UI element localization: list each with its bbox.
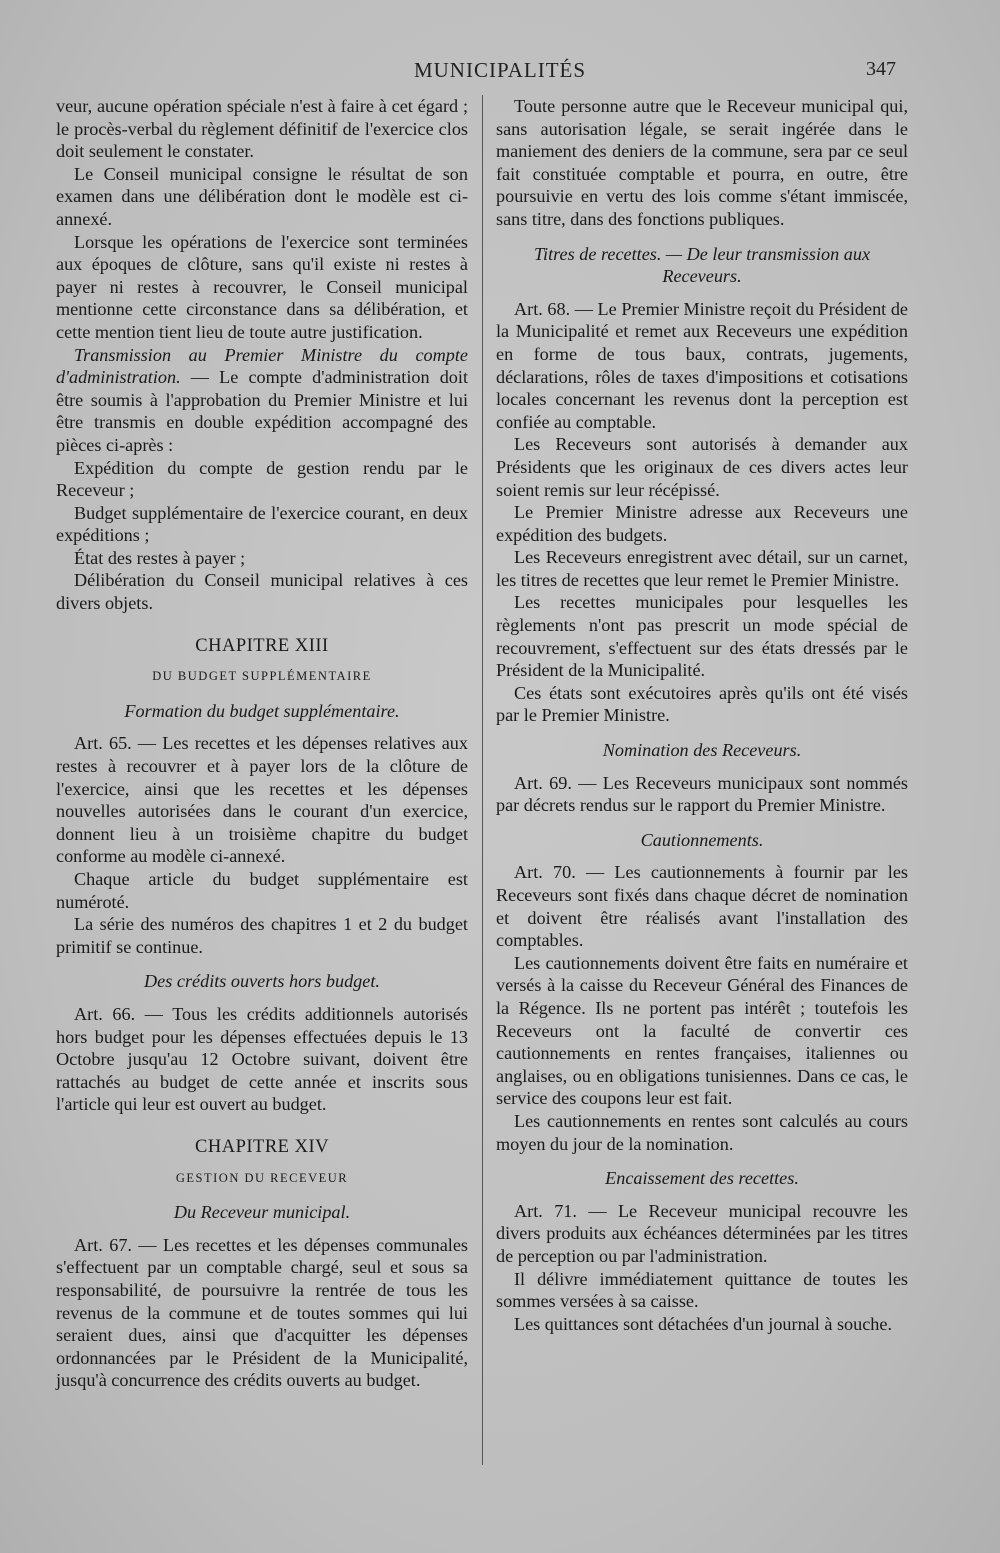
article: Art. 68. — Le Premier Ministre reçoit du Président de la Municipalité et remet aux Receveurs une expédition en forme de tous baux, contrats, jugements, déclarations, rôles de taxes d'impositions et cotisations locales concernant les revenus dont la perception est confiée au comptable. — [496, 298, 908, 432]
paragraph-text: — Le compte d'administration doit être soumis à l'approbation du Premier Ministre et lui être transmis en double expédition accompagné des pièces ci-après : — [56, 367, 468, 455]
left-column — [56, 95, 468, 1392]
paragraph: veur, aucune opération spéciale n'est à faire à cet égard ; le procès-verbal du règlement définitif de l'exercice clos doit seulement le constater. — [56, 96, 468, 162]
section-heading: Titres de recettes. — De leur transmission aux Receveurs. — [533, 243, 871, 287]
chapter-subtitle: GESTION DU RECEVEUR — [175, 1170, 349, 1185]
paragraph: Délibération du Conseil municipal relatives à ces divers objets. — [56, 570, 468, 614]
paragraph: Les cautionnements doivent être faits en numéraire et versés à la caisse du Receveur Général des Finances de la Régence. Ils ne portent pas intérêt ; toutefois les Receveurs ont la faculté de convertir ces cautionnements en rentes françaises, italiennes ou anglaises, ou en obligations tunisiennes. Dans ce cas, le service des coupons leur est fait. — [496, 952, 908, 1109]
paragraph: Expédition du compte de gestion rendu par le Receveur ; — [56, 457, 468, 501]
paragraph: Les quittances sont détachées d'un journal à souche. — [514, 1313, 893, 1334]
paragraph: Les cautionnements en rentes sont calculés au cours moyen du jour de la nomination. — [496, 1110, 908, 1154]
chapter-title: CHAPITRE XIII — [195, 635, 329, 656]
article: Art. 69. — Les Receveurs municipaux sont nommés par décrets rendus sur le rapport du Premier Ministre. — [496, 772, 908, 816]
article: Art. 66. — Tous les crédits additionnels autorisés hors budget pour les dépenses effectuées depuis le 13 Octobre jusqu'au 12 Octobre suivant, doivent être rattachés au budget de cette année et inscrits sous l'article qui leur est ouvert au budget. — [56, 1003, 468, 1115]
paragraph: La série des numéros des chapitres 1 et 2 du budget primitif se continue. — [56, 914, 468, 957]
paragraph: Les Receveurs enregistrent avec détail, sur un carnet, les titres de recettes que leur remet le Premier Ministre. — [496, 547, 908, 590]
paragraph: État des restes à payer ; — [74, 547, 246, 568]
section-heading: Du Receveur municipal. — [173, 1202, 351, 1223]
running-title: MUNICIPALITÉS — [413, 58, 587, 82]
paragraph: Ces états sont exécutoires après qu'ils ont été visés par le Premier Ministre. — [496, 682, 908, 726]
paragraph: Le Conseil municipal consigne le résultat de son examen dans une délibération dont le modèle est ci-annexé. — [56, 163, 468, 229]
chapter-subtitle: DU BUDGET SUPPLÉMENTAIRE — [152, 669, 372, 684]
paragraph: Lorsque les opérations de l'exercice sont terminées aux époques de clôture, sans qu'il existe ni restes à payer ni restes à recouvrer, le Conseil municipal mentionne cette circonstance dans sa délibération, et cette mention tient lieu de toute autre justification. — [56, 231, 468, 342]
paragraph — [56, 344, 468, 457]
right-column — [496, 95, 908, 1335]
paragraph: Chaque article du budget supplémentaire est numéroté. — [56, 869, 468, 912]
article: Art. 65. — Les recettes et les dépenses relatives aux restes à recouvrer et à payer lors de la clôture de l'exercice, ainsi que les recettes et les dépenses nouvelles autorisées dans le courant d'un exercice, donnent lieu à un troisième chapitre du budget conforme au modèle ci-annexé. — [56, 733, 468, 867]
article: Art. 67. — Les recettes et les dépenses communales s'effectuent par un comptable chargé, seul et sous sa responsabilité, de poursuivre la rentrée de tous les revenus de la commune et de toutes sommes qui lui seraient dues, ainsi que d'acquitter les dépenses ordonnancées par le Président de la Municipalité, jusqu'à concurrence des crédits ouverts au budget. — [56, 1234, 468, 1391]
paragraph: Les recettes municipales pour lesquelles les règlements n'ont pas prescrit un mode spécial de recouvrement, s'effectuent sur des états dressés par le Président de la Municipalité. — [496, 592, 908, 681]
page-number: 347 — [866, 58, 896, 80]
section-heading: Formation du budget supplémentaire. — [124, 700, 400, 721]
column-divider — [482, 95, 483, 1465]
article: Art. 70. — Les cautionnements à fournir par les Receveurs sont fixés dans chaque décret de nomination et doivent être réalisés avant l'installation des comptables. — [496, 862, 908, 951]
paragraph-lead: Transmission au Premier Ministre du compte d'administration. — [56, 344, 468, 388]
section-heading: Encaissement des recettes. — [605, 1168, 799, 1189]
section-heading: Cautionnements. — [640, 829, 764, 850]
chapter-title: CHAPITRE XIV — [195, 1136, 329, 1157]
paragraph: Budget supplémentaire de l'exercice courant, en deux expéditions ; — [56, 502, 468, 546]
section-heading: Nomination des Receveurs. — [602, 740, 802, 761]
paragraph: Le Premier Ministre adresse aux Receveurs une expédition des budgets. — [496, 502, 908, 545]
paragraph: Toute personne autre que le Receveur municipal qui, sans autorisation légale, se serait ingérée dans le maniement des deniers de la commune, sera par ce seul fait constituée comptable et pourra, en outre, être poursuivie en vertu des lois comme s'étant immiscée, sans titre, dans des fonctions publiques. — [496, 96, 908, 229]
paragraph: Les Receveurs sont autorisés à demander aux Présidents que les originaux de ces divers actes leur soient remis sur leur récépissé. — [496, 434, 908, 500]
paragraph: Il délivre immédiatement quittance de toutes les sommes versées à sa caisse. — [496, 1268, 908, 1312]
section-heading: Des crédits ouverts hors budget. — [144, 971, 380, 992]
article: Art. 71. — Le Receveur municipal recouvre les divers produits aux échéances déterminées par les titres de perception ou par l'administration. — [496, 1200, 908, 1266]
